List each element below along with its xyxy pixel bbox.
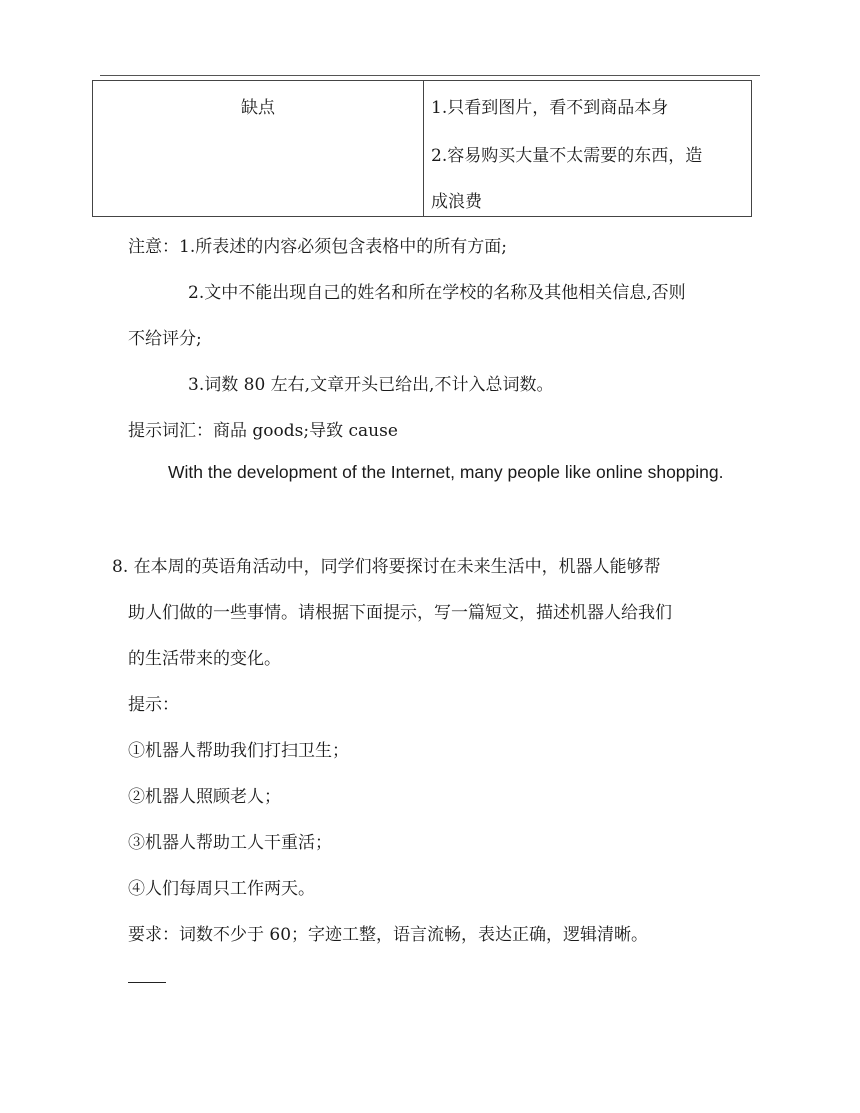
opening-sentence: With the development of the Internet, many people like online shopping.	[168, 462, 724, 482]
table-line-1: 1.只看到图片，看不到商品本身	[431, 98, 669, 118]
question-8-line-3: 的生活带来的变化。	[128, 649, 281, 669]
vocabulary-hint: 提示词汇：商品 goods;导致 cause	[128, 421, 398, 441]
note-line-1: 注意：1.所表述的内容必须包含表格中的所有方面;	[128, 237, 507, 257]
question-8-line-2: 助人们做的一些事情。请根据下面提示，写一篇短文，描述机器人给我们	[128, 603, 672, 623]
table-column-divider	[423, 81, 424, 216]
note-line-2: 2.文中不能出现自己的姓名和所在学校的名称及其他相关信息,否则	[188, 283, 686, 303]
hint-item-4: ④人们每周只工作两天。	[128, 879, 315, 899]
table-label-cell: 缺点	[241, 98, 275, 118]
hint-item-1: ①机器人帮助我们打扫卫生；	[128, 741, 349, 761]
note-line-3: 不给评分;	[128, 329, 202, 349]
disadvantage-table	[92, 80, 752, 217]
question-8-line-1: 8. 在本周的英语角活动中，同学们将要探讨在未来生活中，机器人能够帮	[112, 557, 661, 577]
requirement-text: 要求：词数不少于 60；字迹工整，语言流畅，表达正确，逻辑清晰。	[128, 925, 649, 945]
hint-item-2: ②机器人照顾老人；	[128, 787, 281, 807]
header-rule	[100, 75, 760, 76]
hint-title: 提示：	[128, 695, 179, 715]
table-line-3: 成浪费	[431, 192, 482, 212]
table-line-2: 2.容易购买大量不太需要的东西，造	[431, 146, 703, 166]
note-line-4: 3.词数 80 左右,文章开头已给出,不计入总词数。	[188, 375, 554, 395]
hint-item-3: ③机器人帮助工人干重活；	[128, 833, 332, 853]
answer-blank-line	[128, 982, 166, 983]
